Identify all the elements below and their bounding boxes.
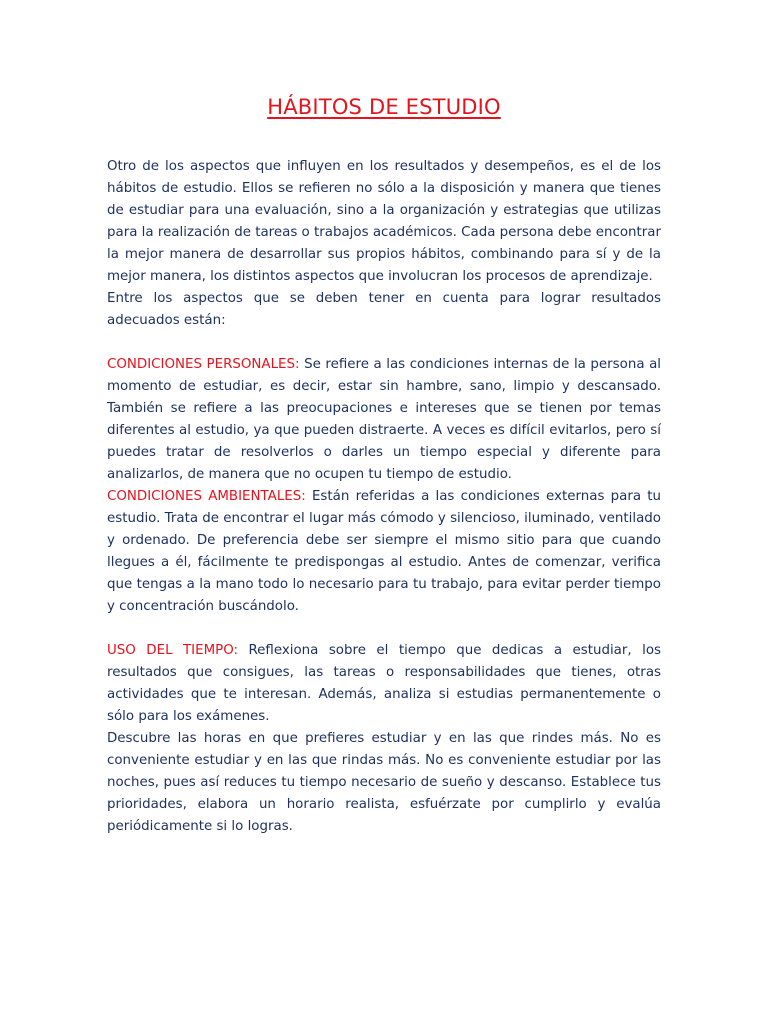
- personal-conditions-heading: CONDICIONES PERSONALES:: [107, 357, 300, 372]
- paragraph-gap: [107, 332, 661, 354]
- intro-lead-paragraph: Entre los aspectos que se deben tener en cuenta para lograr resultados adecuados están:: [107, 291, 661, 328]
- document-body: [107, 156, 661, 838]
- environmental-conditions-paragraph: [107, 486, 661, 618]
- study-hours-paragraph: Descubre las horas en que prefieres estudiar y en las que rindes más. No es conveniente estudiar y en las que rindas más. No es conveniente estudiar por las noches, pues así reduces tu tiempo necesario de sueño y descanso. Establece tus prioridades, elabora un horario realista, esfuérzate por cumplirlo y evalúa periódicamente si lo logras.: [107, 731, 661, 834]
- time-use-text: Reflexiona sobre el tiempo que dedicas a estudiar, los resultados que consigues, las tareas o responsabilidades que tienes, otras actividades que te interesan. Además, analiza si estudias permanentemente o sólo para los exámenes.: [107, 643, 661, 724]
- environmental-conditions-heading: CONDICIONES AMBIENTALES:: [107, 489, 306, 504]
- personal-conditions-text: Se refiere a las condiciones internas de la persona al momento de estudiar, es decir, estar sin hambre, sano, limpio y descansado. También se refiere a las preocupaciones e intereses que se tienen por temas diferentes al estudio, ya que pueden distraerte. A veces es difícil evitarlos, pero sí puedes tratar de resolverlos o darles un tiempo especial y diferente para analizarlos, de manera que no ocupen tu tiempo de estudio.: [107, 357, 661, 482]
- paragraph-gap: [107, 618, 661, 640]
- time-use-heading: USO DEL TIEMPO:: [107, 643, 239, 658]
- document-title: HÁBITOS DE ESTUDIO: [267, 95, 501, 119]
- intro-paragraph: Otro de los aspectos que influyen en los resultados y desempeños, es el de los hábitos de estudio. Ellos se refieren no sólo a la disposición y manera que tienes de estudiar para una evaluación, sino a la organización y estrategias que utilizas para la realización de tareas o trabajos académicos. Cada persona debe encontrar la mejor manera de desarrollar sus propios hábitos, combinando para sí y de la mejor manera, los distintos aspectos que involucran los procesos de aprendizaje.: [107, 159, 661, 284]
- personal-conditions-paragraph: [107, 354, 661, 486]
- time-use-paragraph: [107, 640, 661, 728]
- environmental-conditions-text: Están referidas a las condiciones externas para tu estudio. Trata de encontrar el lugar más cómodo y silencioso, iluminado, ventilado y ordenado. De preferencia debe ser siempre el mismo sitio para que cuando llegues a él, fácilmente te predispongas al estudio. Antes de comenzar, verifica que tengas a la mano todo lo necesario para tu trabajo, para evitar perder tiempo y concentración buscándolo.: [107, 489, 661, 614]
